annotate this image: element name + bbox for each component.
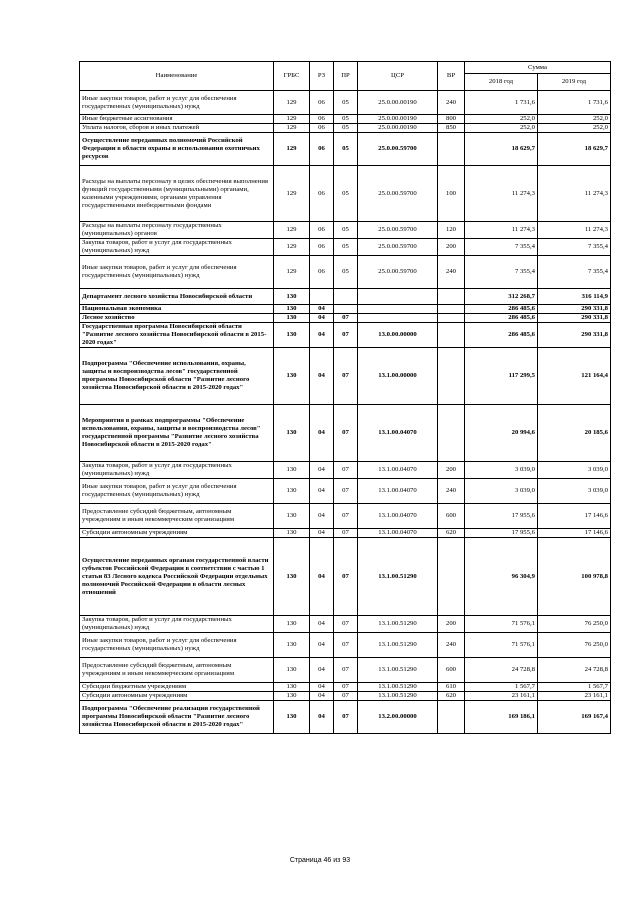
cell-pr: 07 (334, 504, 358, 529)
cell-csr: 13.1.00.51290 (358, 658, 438, 683)
cell-pr: 05 (334, 239, 358, 256)
cell-s2018: 1 567,7 (465, 683, 538, 692)
cell-s2019: 11 274,3 (538, 222, 611, 239)
cell-csr: 13.1.00.00000 (358, 348, 438, 405)
cell-s2019: 76 250,0 (538, 616, 611, 633)
cell-s2018: 18 629,7 (465, 133, 538, 166)
cell-s2018: 11 274,3 (465, 222, 538, 239)
cell-vr (438, 348, 465, 405)
cell-grbs: 130 (274, 683, 310, 692)
cell-vr (438, 289, 465, 305)
cell-s2018: 3 039,0 (465, 462, 538, 479)
table-row (80, 289, 611, 305)
cell-pr: 07 (334, 462, 358, 479)
cell-vr (438, 305, 465, 314)
cell-vr: 200 (438, 462, 465, 479)
cell-name: Иные закупки товаров, работ и услуг для обеспечения государственных (муниципальных) нужд (80, 479, 274, 504)
cell-s2019: 1 731,6 (538, 91, 611, 115)
cell-csr: 13.1.00.51290 (358, 692, 438, 701)
cell-csr: 25.0.00.59700 (358, 166, 438, 222)
cell-name: Государственная программа Новосибирской области "Развитие лесного хозяйства Новосибирской области в 2015-2020 годах" (80, 323, 274, 348)
table-row (80, 115, 611, 124)
cell-grbs: 129 (274, 91, 310, 115)
cell-name: Закупка товаров, работ и услуг для государственных (муниципальных) нужд (80, 462, 274, 479)
cell-csr: 13.1.00.04070 (358, 529, 438, 538)
cell-s2018: 252,0 (465, 115, 538, 124)
table-row (80, 222, 611, 239)
cell-pr: 05 (334, 115, 358, 124)
budget-table (79, 61, 611, 734)
table-row (80, 405, 611, 462)
cell-rz: 04 (310, 479, 334, 504)
cell-vr: 120 (438, 222, 465, 239)
cell-csr (358, 289, 438, 305)
cell-pr: 07 (334, 633, 358, 658)
cell-rz: 06 (310, 124, 334, 133)
cell-name: Субсидии автономным учреждениям (80, 692, 274, 701)
header-year-2019: 2019 год (538, 74, 611, 91)
cell-s2019: 20 185,6 (538, 405, 611, 462)
cell-grbs: 130 (274, 658, 310, 683)
cell-csr: 25.0.00.59700 (358, 239, 438, 256)
cell-vr (438, 314, 465, 323)
cell-rz: 04 (310, 633, 334, 658)
cell-s2018: 3 039,0 (465, 479, 538, 504)
cell-grbs: 130 (274, 289, 310, 305)
cell-rz: 04 (310, 529, 334, 538)
cell-name: Осуществление переданных полномочий Российской Федерации в области охраны и использования охотничьих ресурсов (80, 133, 274, 166)
cell-rz: 06 (310, 115, 334, 124)
cell-grbs: 130 (274, 692, 310, 701)
cell-rz: 04 (310, 504, 334, 529)
cell-csr: 13.1.00.51290 (358, 683, 438, 692)
cell-vr: 620 (438, 692, 465, 701)
table-row (80, 504, 611, 529)
table-row (80, 479, 611, 504)
cell-s2019: 3 039,0 (538, 479, 611, 504)
cell-s2019: 169 167,4 (538, 701, 611, 734)
table-row (80, 462, 611, 479)
cell-csr: 25.0.00.59700 (358, 222, 438, 239)
cell-grbs: 130 (274, 504, 310, 529)
table-row (80, 692, 611, 701)
cell-pr: 05 (334, 133, 358, 166)
cell-vr: 200 (438, 616, 465, 633)
cell-grbs: 130 (274, 348, 310, 405)
cell-rz: 04 (310, 616, 334, 633)
cell-grbs: 130 (274, 462, 310, 479)
cell-s2018: 286 485,6 (465, 314, 538, 323)
cell-s2018: 23 161,1 (465, 692, 538, 701)
cell-pr: 05 (334, 256, 358, 289)
cell-name: Расходы на выплаты персоналу государственных (муниципальных) органов (80, 222, 274, 239)
table-row (80, 538, 611, 616)
cell-grbs: 129 (274, 115, 310, 124)
cell-s2018: 286 485,6 (465, 305, 538, 314)
cell-name: Субсидии автономным учреждениям (80, 529, 274, 538)
header-pr: ПР (334, 62, 358, 91)
table-row (80, 166, 611, 222)
cell-csr: 13.1.00.04070 (358, 479, 438, 504)
cell-s2018: 71 576,1 (465, 616, 538, 633)
cell-s2019: 18 629,7 (538, 133, 611, 166)
cell-csr: 25.0.00.00190 (358, 124, 438, 133)
cell-pr: 07 (334, 538, 358, 616)
cell-s2018: 96 304,9 (465, 538, 538, 616)
cell-s2019: 11 274,3 (538, 166, 611, 222)
cell-grbs: 130 (274, 633, 310, 658)
cell-name: Подпрограмма "Обеспечение использования, охраны, защиты и воспроизводства лесов" государственной программы Новосибирской области "Развитие лесного хозяйства Новосибирской области в 2015-2020 годах" (80, 348, 274, 405)
table-row (80, 256, 611, 289)
cell-vr (438, 701, 465, 734)
cell-vr: 240 (438, 479, 465, 504)
table-row (80, 616, 611, 633)
table-row (80, 683, 611, 692)
cell-csr: 13.1.00.51290 (358, 616, 438, 633)
cell-rz: 04 (310, 305, 334, 314)
cell-rz: 04 (310, 323, 334, 348)
cell-name: Подпрограмма "Обеспечение реализации государственной программы Новосибирской области "Развитие лесного хозяйства Новосибирской области в 2015-2020 годах" (80, 701, 274, 734)
page-number: Страница 46 из 93 (289, 857, 351, 864)
cell-s2019: 290 331,8 (538, 323, 611, 348)
budget-table-container (79, 61, 610, 734)
cell-vr (438, 323, 465, 348)
cell-s2018: 7 355,4 (465, 239, 538, 256)
cell-vr (438, 405, 465, 462)
cell-pr: 07 (334, 479, 358, 504)
cell-s2019: 252,0 (538, 124, 611, 133)
cell-s2018: 71 576,1 (465, 633, 538, 658)
cell-pr (334, 305, 358, 314)
cell-s2018: 1 731,6 (465, 91, 538, 115)
cell-vr: 100 (438, 166, 465, 222)
cell-pr: 07 (334, 658, 358, 683)
cell-pr: 07 (334, 323, 358, 348)
cell-name: Осуществление переданных органам государственной власти субъектов Российской Федерации в соответствии с частью 1 статьи 83 Лесного кодекса Российской Федерации отдельных полномочий Российской Федерации в области лесных отношений (80, 538, 274, 616)
cell-s2019: 1 567,7 (538, 683, 611, 692)
cell-grbs: 130 (274, 529, 310, 538)
cell-pr: 07 (334, 405, 358, 462)
cell-grbs: 130 (274, 314, 310, 323)
cell-pr: 05 (334, 222, 358, 239)
header-csr: ЦСР (358, 62, 438, 91)
cell-s2019: 290 331,8 (538, 314, 611, 323)
cell-csr: 25.0.00.59700 (358, 256, 438, 289)
cell-pr: 05 (334, 91, 358, 115)
cell-grbs: 129 (274, 222, 310, 239)
cell-vr: 850 (438, 124, 465, 133)
cell-rz: 06 (310, 222, 334, 239)
cell-s2019: 76 250,0 (538, 633, 611, 658)
cell-s2018: 11 274,3 (465, 166, 538, 222)
table-row (80, 124, 611, 133)
cell-name: Субсидии бюджетным учреждениям (80, 683, 274, 692)
cell-s2019: 7 355,4 (538, 256, 611, 289)
cell-grbs: 129 (274, 124, 310, 133)
cell-s2019: 24 728,8 (538, 658, 611, 683)
cell-rz: 04 (310, 538, 334, 616)
cell-s2019: 316 114,9 (538, 289, 611, 305)
cell-grbs: 130 (274, 305, 310, 314)
cell-name: Закупка товаров, работ и услуг для государственных (муниципальных) нужд (80, 239, 274, 256)
cell-csr (358, 314, 438, 323)
cell-grbs: 130 (274, 323, 310, 348)
cell-pr: 07 (334, 683, 358, 692)
header-grbs: ГРБС (274, 62, 310, 91)
cell-grbs: 129 (274, 256, 310, 289)
cell-grbs: 129 (274, 239, 310, 256)
cell-rz: 06 (310, 256, 334, 289)
cell-grbs: 129 (274, 133, 310, 166)
cell-s2018: 312 268,7 (465, 289, 538, 305)
table-row (80, 133, 611, 166)
cell-name: Предоставление субсидий бюджетным, автономным учреждениям и иным некоммерческим организациям (80, 658, 274, 683)
cell-vr: 610 (438, 683, 465, 692)
cell-name: Уплата налогов, сборов и иных платежей (80, 124, 274, 133)
cell-s2018: 117 299,5 (465, 348, 538, 405)
cell-pr: 05 (334, 124, 358, 133)
cell-s2019: 100 978,8 (538, 538, 611, 616)
cell-vr: 200 (438, 239, 465, 256)
cell-s2018: 169 186,1 (465, 701, 538, 734)
cell-pr: 07 (334, 529, 358, 538)
cell-rz (310, 289, 334, 305)
cell-pr (334, 289, 358, 305)
cell-csr: 25.0.00.00190 (358, 115, 438, 124)
cell-pr: 07 (334, 692, 358, 701)
cell-rz: 04 (310, 405, 334, 462)
cell-csr: 13.1.00.04070 (358, 504, 438, 529)
table-row (80, 633, 611, 658)
cell-rz: 06 (310, 91, 334, 115)
cell-name: Национальная экономика (80, 305, 274, 314)
cell-rz: 06 (310, 239, 334, 256)
cell-name: Предоставление субсидий бюджетным, автономным учреждениям и иным некоммерческим организациям (80, 504, 274, 529)
cell-name: Расходы на выплаты персоналу в целях обеспечения выполнения функций государственными (муниципальными) органами, казенными учреждениями, органами управления государственными внебюджетными фондами (80, 166, 274, 222)
cell-csr: 25.0.00.00190 (358, 91, 438, 115)
cell-grbs: 130 (274, 405, 310, 462)
cell-csr: 13.1.00.51290 (358, 538, 438, 616)
table-row (80, 323, 611, 348)
cell-rz: 04 (310, 314, 334, 323)
cell-vr: 240 (438, 256, 465, 289)
cell-csr: 13.2.00.00000 (358, 701, 438, 734)
cell-name: Иные закупки товаров, работ и услуг для обеспечения государственных (муниципальных) нужд (80, 256, 274, 289)
cell-name: Иные закупки товаров, работ и услуг для обеспечения государственных (муниципальных) нужд (80, 633, 274, 658)
table-row (80, 658, 611, 683)
cell-s2019: 17 146,6 (538, 529, 611, 538)
cell-name: Иные закупки товаров, работ и услуг для обеспечения государственных (муниципальных) нужд (80, 91, 274, 115)
cell-vr (438, 538, 465, 616)
cell-name: Закупка товаров, работ и услуг для государственных (муниципальных) нужд (80, 616, 274, 633)
cell-grbs: 130 (274, 479, 310, 504)
cell-grbs: 130 (274, 701, 310, 734)
cell-csr: 13.0.00.00000 (358, 323, 438, 348)
table-row (80, 91, 611, 115)
cell-grbs: 130 (274, 538, 310, 616)
cell-csr: 13.1.00.51290 (358, 633, 438, 658)
cell-vr: 620 (438, 529, 465, 538)
cell-name: Департамент лесного хозяйства Новосибирской области (80, 289, 274, 305)
header-name: Наименование (80, 62, 274, 91)
header-rz: РЗ (310, 62, 334, 91)
cell-s2019: 23 161,1 (538, 692, 611, 701)
cell-s2019: 7 355,4 (538, 239, 611, 256)
cell-s2019: 121 164,4 (538, 348, 611, 405)
cell-s2019: 290 331,8 (538, 305, 611, 314)
cell-vr: 240 (438, 633, 465, 658)
cell-s2018: 252,0 (465, 124, 538, 133)
header-vr: ВР (438, 62, 465, 91)
table-row (80, 348, 611, 405)
table-row (80, 314, 611, 323)
cell-rz: 04 (310, 701, 334, 734)
cell-vr: 600 (438, 658, 465, 683)
cell-s2018: 24 728,8 (465, 658, 538, 683)
cell-pr: 07 (334, 701, 358, 734)
header-year-2018: 2018 год (465, 74, 538, 91)
cell-pr: 07 (334, 348, 358, 405)
cell-grbs: 129 (274, 166, 310, 222)
table-row (80, 529, 611, 538)
cell-vr: 240 (438, 91, 465, 115)
cell-csr (358, 305, 438, 314)
header-sum: Сумма (465, 62, 611, 74)
cell-s2018: 17 955,6 (465, 504, 538, 529)
cell-grbs: 130 (274, 616, 310, 633)
cell-vr (438, 133, 465, 166)
cell-pr: 07 (334, 616, 358, 633)
cell-name: Иные бюджетные ассигнования (80, 115, 274, 124)
cell-s2018: 20 994,6 (465, 405, 538, 462)
cell-csr: 13.1.00.04070 (358, 405, 438, 462)
cell-name: Лесное хозяйство (80, 314, 274, 323)
cell-s2019: 17 146,6 (538, 504, 611, 529)
cell-csr: 13.1.00.04070 (358, 462, 438, 479)
cell-csr: 25.0.00.59700 (358, 133, 438, 166)
cell-vr: 600 (438, 504, 465, 529)
cell-pr: 05 (334, 166, 358, 222)
cell-rz: 06 (310, 133, 334, 166)
table-row (80, 305, 611, 314)
cell-rz: 04 (310, 683, 334, 692)
cell-vr: 800 (438, 115, 465, 124)
cell-s2019: 3 039,0 (538, 462, 611, 479)
cell-s2018: 17 955,6 (465, 529, 538, 538)
cell-rz: 04 (310, 348, 334, 405)
table-row (80, 239, 611, 256)
cell-rz: 04 (310, 692, 334, 701)
cell-rz: 06 (310, 166, 334, 222)
table-row (80, 701, 611, 734)
cell-s2019: 252,0 (538, 115, 611, 124)
cell-s2018: 286 485,6 (465, 323, 538, 348)
cell-rz: 04 (310, 462, 334, 479)
cell-s2018: 7 355,4 (465, 256, 538, 289)
cell-pr: 07 (334, 314, 358, 323)
cell-rz: 04 (310, 658, 334, 683)
cell-name: Мероприятия в рамках подпрограммы "Обеспечение использования, охраны, защиты и воспроизводства лесов" государственной программы "Развитие лесного хозяйства Новосибирской области в 2015-2020 годах" (80, 405, 274, 462)
